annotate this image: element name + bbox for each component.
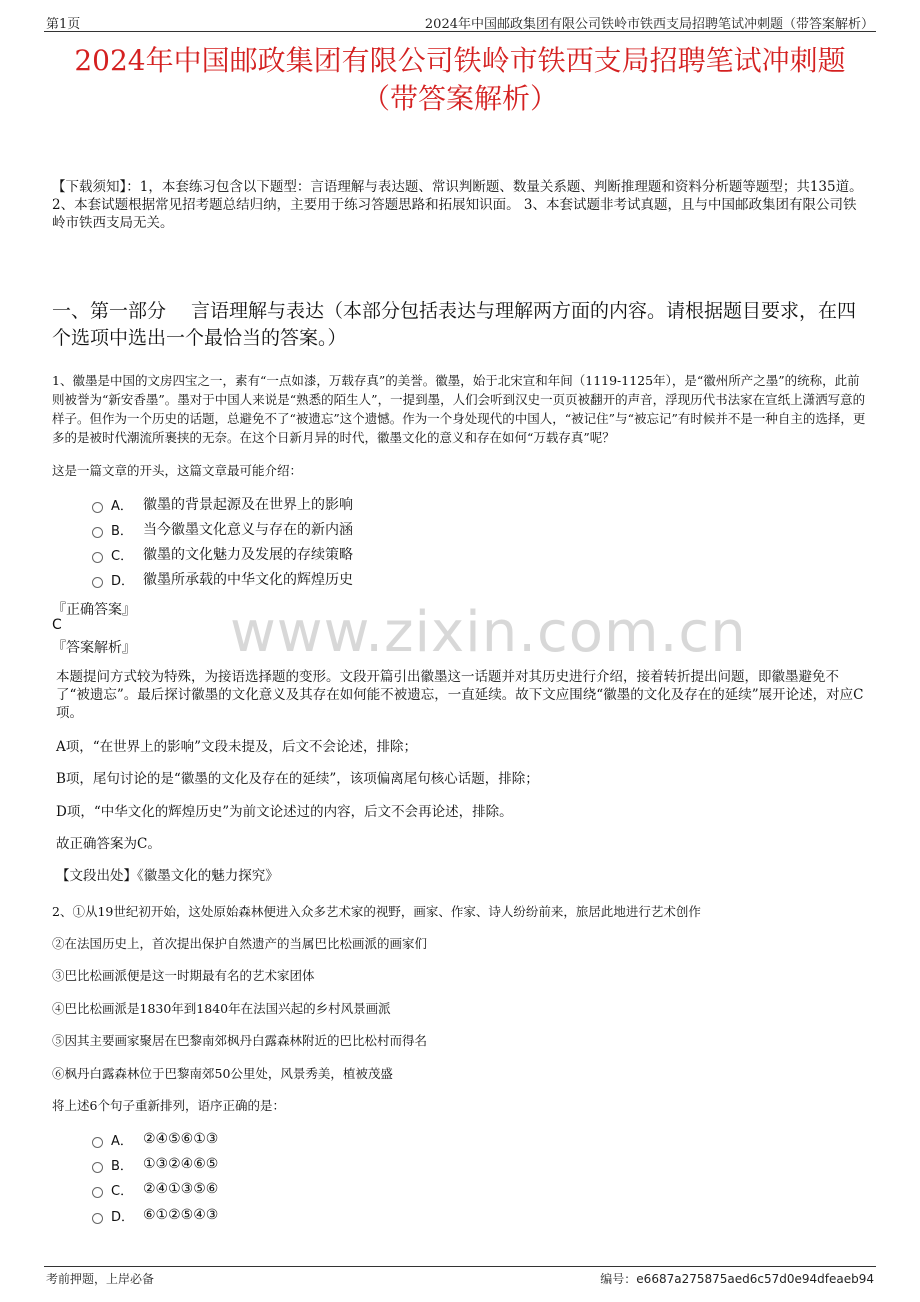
radio-icon[interactable]: [92, 502, 103, 513]
analysis-item-b: B项，尾句讨论的是“徽墨的文化及存在的延续”，该项偏离尾句核心话题，排除；: [56, 771, 539, 787]
answer-label: 『正确答案』: [52, 602, 136, 618]
document-id: 编号：e6687a275875aed6c57d0e94dfeaeb94: [600, 1272, 874, 1286]
section-title: 一、第一部分 言语理解与表达（本部分包括表达与理解两方面的内容。请根据题目要求，在四个选项中选出一个最恰当的答案。）: [52, 300, 857, 349]
radio-icon[interactable]: [92, 577, 103, 588]
download-notice: 【下载须知】：1，本套练习包含以下题型：言语理解与表达题、常识判断题、数量关系题、判断推理题和资料分析题等题型；共135道。 2、本套试题根据常见招考题总结归纳，主要用于练习答题思路和拓展知识面。 3、本套试题非考试真题，且与中国邮政集团有限公司铁岭市铁西支局无关。: [52, 179, 863, 231]
radio-icon[interactable]: [92, 1187, 103, 1198]
radio-icon[interactable]: [92, 527, 103, 538]
analysis-item-a: A项，“在世界上的影响”文段未提及，后文不会论述，排除；: [56, 739, 418, 755]
analysis-paragraph: 本题提问方式较为特殊，为接语选择题的变形。文段开篇引出徽墨这一话题并对其历史进行介绍，接着转折提出问题，即徽墨避免不了“被遗忘”。最后探讨徽墨的文化意义及其存在如何能不被遗忘，一直延续。故下文应围绕“徽墨的文化及存在的延续”展开论述，对应C项。: [56, 669, 864, 721]
title-line-1: 2024年中国邮政集团有限公司铁岭市铁西支局招聘笔试冲刺题: [74, 44, 846, 77]
q1-option-c[interactable]: C． 徽墨的文化魅力及发展的存续策略: [92, 543, 353, 565]
option-text: ⑥①②⑤④③: [143, 1207, 219, 1223]
q2-sentence-6: ⑥枫丹白露森林位于巴黎南郊50公里处，风景秀美，植被茂盛: [52, 1066, 393, 1081]
watermark: www.zixin.com.cn: [230, 600, 747, 665]
analysis-conclusion: 故正确答案为C。: [56, 836, 161, 852]
q1-option-d[interactable]: D． 徽墨所承载的中华文化的辉煌历史: [92, 568, 353, 590]
option-text: 当今徽墨文化意义与存在的新内涵: [143, 522, 353, 538]
option-text: 徽墨的背景起源及在世界上的影响: [143, 497, 353, 513]
radio-icon[interactable]: [92, 1213, 103, 1224]
answer-value: C: [52, 617, 62, 633]
option-text: ②④①③⑤⑥: [143, 1181, 219, 1197]
q2-option-a[interactable]: A． ②④⑤⑥①③: [92, 1128, 218, 1150]
q2-sentence-1: 2、①从19世纪初开始，这处原始森林便进入众多艺术家的视野，画家、作家、诗人纷纷前来，旅居此地进行艺术创作: [52, 904, 701, 919]
title-line-2: （带答案解析）: [361, 82, 558, 115]
option-text: ②④⑤⑥①③: [143, 1131, 219, 1147]
q2-sentence-3: ③巴比松画派便是这一时期最有名的艺术家团体: [52, 968, 315, 983]
header-divider: [44, 31, 876, 32]
page-title: [40, 42, 880, 118]
option-text: 徽墨的文化魅力及发展的存续策略: [143, 547, 353, 563]
footer-divider: [44, 1266, 876, 1267]
q1-option-a[interactable]: A． 徽墨的背景起源及在世界上的影响: [92, 493, 353, 515]
q2-option-c[interactable]: C． ②④①③⑤⑥: [92, 1178, 218, 1200]
page-number: 第1页: [46, 17, 81, 32]
analysis-label: 『答案解析』: [52, 640, 136, 656]
footer-slogan: 考前押题，上岸必备: [46, 1272, 155, 1286]
q2-option-d[interactable]: D． ⑥①②⑤④③: [92, 1204, 218, 1226]
q1-stem: 1、徽墨是中国的文房四宝之一，素有“一点如漆，万载存真”的美誉。徽墨，始于北宋宣和年间（1119-1125年），是“徽州所产之墨”的统称，此前则被誉为“新安香墨”。墨对于中国人来说是“熟悉的陌生人”，一提到墨，人们会听到汉史一页页被翻开的声音，浮现历代书法家在宣纸上潇洒写意的样子。但作为一个历史的话题，总避免不了“被遗忘”这个遗憾。作为一个身处现代的中国人，“被记住”与“被忘记”有时候并不是一种自主的选择，更多的是被时代潮流所裹挟的无奈。在这个日新月异的时代，徽墨文化的意义和存在如何“万载存真”呢？: [52, 373, 866, 445]
q2-option-b[interactable]: B． ①③②④⑥⑤: [92, 1153, 218, 1175]
q1-option-b[interactable]: B． 当今徽墨文化意义与存在的新内涵: [92, 518, 353, 540]
source-citation: 【文段出处】《徽墨文化的魅力探究》: [56, 868, 279, 884]
option-text: 徽墨所承载的中华文化的辉煌历史: [143, 572, 353, 588]
radio-icon[interactable]: [92, 552, 103, 563]
q2-sentence-5: ⑤因其主要画家聚居在巴黎南郊枫丹白露森林附近的巴比松村而得名: [52, 1033, 428, 1048]
q2-sentence-4: ④巴比松画派是1830年到1840年在法国兴起的乡村风景画派: [52, 1001, 391, 1016]
radio-icon[interactable]: [92, 1162, 103, 1173]
analysis-item-d: D项，“中华文化的辉煌历史”为前文论述过的内容，后文不会再论述，排除。: [56, 804, 513, 820]
running-title: 2024年中国邮政集团有限公司铁岭市铁西支局招聘笔试冲刺题（带答案解析）: [424, 17, 874, 32]
q2-sentence-2: ②在法国历史上，首次提出保护自然遗产的当属巴比松画派的画家们: [52, 936, 428, 951]
q1-prompt: 这是一篇文章的开头，这篇文章最可能介绍：: [52, 463, 303, 478]
q2-prompt: 将上述6个句子重新排列，语序正确的是：: [52, 1098, 285, 1113]
option-text: ①③②④⑥⑤: [143, 1156, 219, 1172]
radio-icon[interactable]: [92, 1137, 103, 1148]
